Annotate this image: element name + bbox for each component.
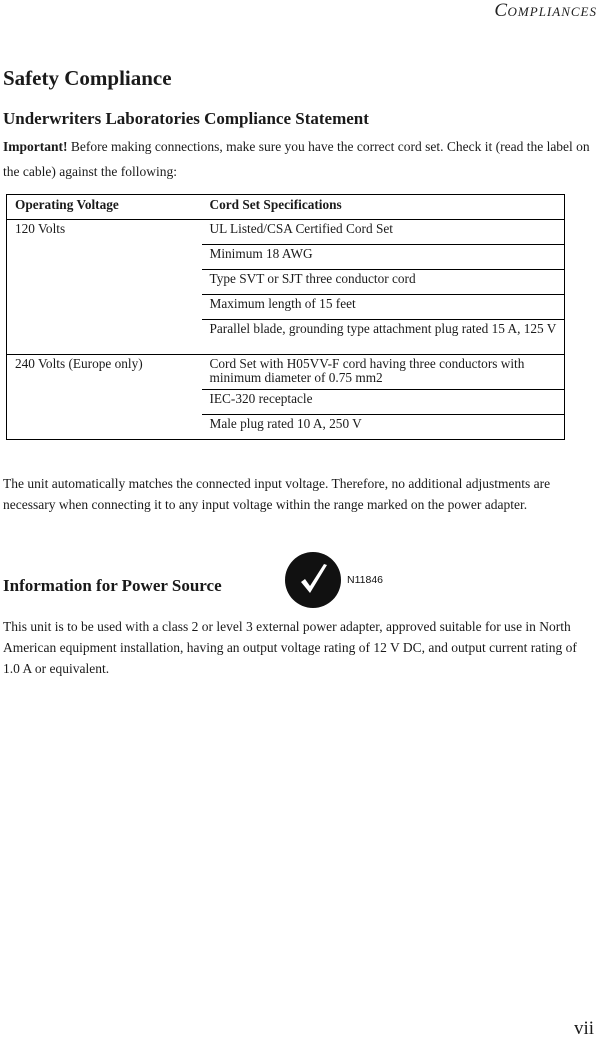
voltage-cell-240: 240 Volts (Europe only) [7,355,202,440]
spec-cell: Parallel blade, grounding type attachment plug rated 15 A, 125 V [202,320,565,355]
spec-cell: Cord Set with H05VV-F cord having three conductors with minimum diameter of 0.75 mm2 [202,355,565,390]
cord-set-table [6,194,565,440]
header-operating-voltage: Operating Voltage [7,195,202,220]
section-title: Safety Compliance [3,66,172,90]
running-header-rest: OMPLIANCES [507,4,597,19]
spec-cell: IEC-320 receptacle [202,390,565,415]
spec-cell: UL Listed/CSA Certified Cord Set [202,220,565,245]
spec-cell: Maximum length of 15 feet [202,295,565,320]
important-text: Before making connections, make sure you have the correct cord set. Check it (read the label on the cable) against the following: [3,139,590,179]
table-header-row [7,195,565,220]
header-cord-set-specifications: Cord Set Specifications [202,195,565,220]
voltage-cell-120: 120 Volts [7,220,202,355]
page-number: vii [573,1018,594,1039]
spec-cell: Minimum 18 AWG [202,245,565,270]
table-row [7,355,565,390]
power-source-heading: Information for Power Source [3,576,222,595]
power-source-paragraph: This unit is to be used with a class 2 or level 3 external power adapter, approved suitable for use in North American equipment installation, having an output voltage rating of 12 V DC, and output current rating of 1.0 A or equivalent. [3,619,577,676]
c-tick-logo-icon [284,551,342,609]
running-header [494,0,597,22]
c-tick-code: N11846 [347,574,384,586]
auto-voltage-paragraph: The unit automatically matches the connected input voltage. Therefore, no additional adjustments are necessary when connecting it to any input voltage within the range marked on the power adapter. [3,476,551,512]
running-header-initial: C [494,0,508,21]
ul-statement-heading: Underwriters Laboratories Compliance Statement [3,109,369,128]
important-label: Important! [3,139,68,154]
spec-cell: Type SVT or SJT three conductor cord [202,270,565,295]
spec-cell: Male plug rated 10 A, 250 V [202,415,565,440]
table-row [7,220,565,245]
important-note [3,134,593,184]
